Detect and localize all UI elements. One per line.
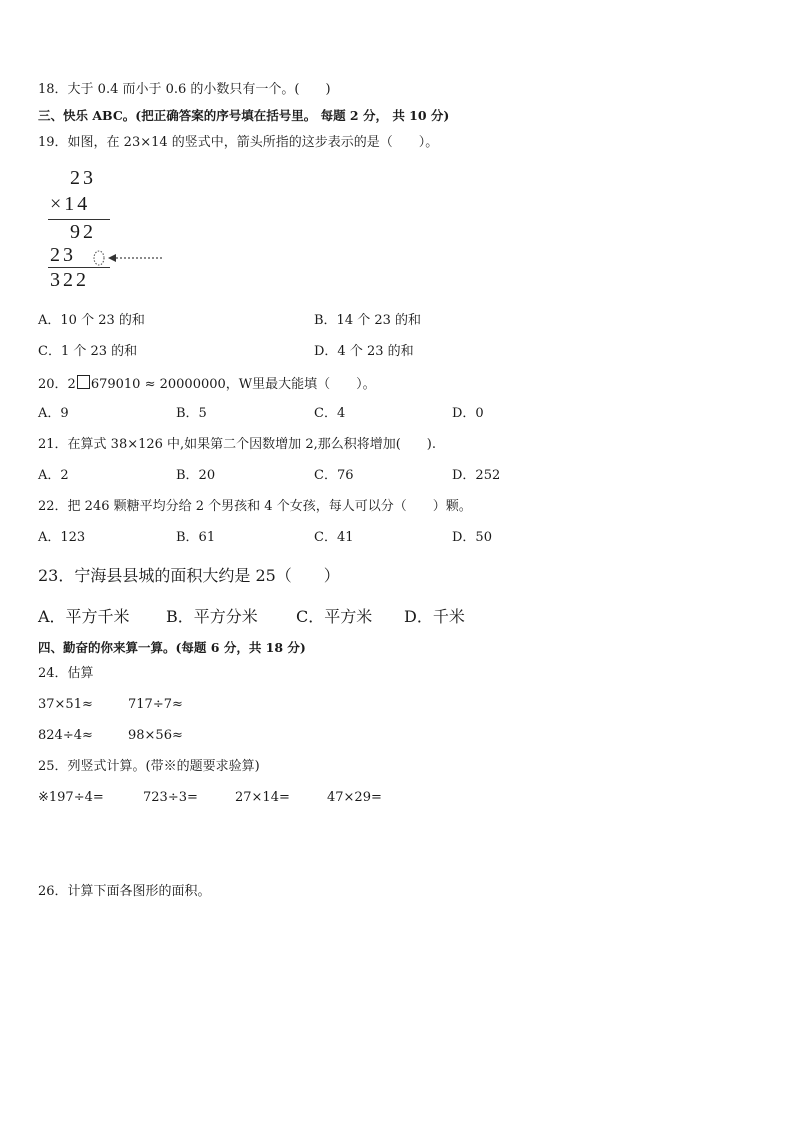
q21-option-d: D．252 <box>452 468 501 483</box>
vertical-rule-2 <box>48 267 110 268</box>
dotted-zero-icon <box>92 249 106 267</box>
question-25: 25．列竖式计算。(带※的题要求验算) <box>38 759 260 774</box>
q25-item-2: 723÷3= <box>143 790 198 805</box>
q19-option-c: C．1 个 23 的和 <box>38 344 138 359</box>
question-22: 22．把 246 颗糖平均分给 2 个男孩和 4 个女孩，每人可以分（ ）颗。 <box>38 499 472 514</box>
question-23: 23．宁海县县城的面积大约是 25（ ） <box>38 566 340 585</box>
q21-option-c: C．76 <box>314 468 354 483</box>
q24-item-2: 717÷7≈ <box>128 697 183 712</box>
q20-suffix: 679010 ≈ 20000000，W里最大能填（ ）。 <box>90 377 376 392</box>
vertical-row-multiplicand: 23 <box>70 167 96 189</box>
vertical-row-product: 322 <box>50 269 89 291</box>
q24-item-3: 824÷4≈ <box>38 728 93 743</box>
q22-option-c: C．41 <box>314 530 354 545</box>
q22-option-a: A．123 <box>38 530 86 545</box>
question-21: 21．在算式 38×126 中,如果第二个因数增加 2,那么积将增加( ). <box>38 437 436 452</box>
q23-option-a: A．平方千米 <box>38 607 130 626</box>
q19-option-a: A．10 个 23 的和 <box>38 313 145 328</box>
q21-option-a: A．2 <box>38 468 69 483</box>
q20-option-a: A．9 <box>38 406 69 421</box>
q24-item-1: 37×51≈ <box>38 697 93 712</box>
q25-item-4: 47×29= <box>327 790 382 805</box>
question-19: 19．如图，在 23×14 的竖式中，箭头所指的这步表示的是（ ）。 <box>38 135 439 150</box>
q20-option-c: C．4 <box>314 406 346 421</box>
vertical-row-partial-2: 23 <box>50 244 76 266</box>
q20-option-d: D．0 <box>452 406 484 421</box>
vertical-multiplication <box>48 165 168 295</box>
q22-option-d: D．50 <box>452 530 492 545</box>
question-18: 18．大于 0.4 而小于 0.6 的小数只有一个。( ) <box>38 82 331 97</box>
section-4-heading: 四、勤奋的你来算一算。(每题 6 分，共 18 分) <box>38 640 306 655</box>
blank-box-icon <box>77 375 90 389</box>
q20-option-b: B．5 <box>176 406 207 421</box>
section-3-heading: 三、快乐 ABC。(把正确答案的序号填在括号里。 每题 2 分， 共 10 分) <box>38 108 450 123</box>
vertical-rule-1 <box>48 219 110 220</box>
vertical-row-multiplier: ×14 <box>50 193 91 215</box>
q25-item-3: 27×14= <box>235 790 290 805</box>
q23-option-c: C．平方米 <box>296 607 373 626</box>
q21-option-b: B．20 <box>176 468 216 483</box>
vertical-row-partial-1: 92 <box>70 221 96 243</box>
q22-option-b: B．61 <box>176 530 216 545</box>
question-26: 26．计算下面各图形的面积。 <box>38 884 211 899</box>
q24-item-4: 98×56≈ <box>128 728 183 743</box>
q23-option-d: D．千米 <box>404 607 465 626</box>
q20-prefix: 20．2 <box>38 377 76 392</box>
arrow-pointer-icon <box>108 253 164 263</box>
question-20 <box>38 375 376 393</box>
q23-option-b: B．平方分米 <box>166 607 258 626</box>
q19-option-b: B．14 个 23 的和 <box>314 313 422 328</box>
question-24: 24．估算 <box>38 666 94 681</box>
q25-item-1: ※197÷4= <box>38 790 104 805</box>
q19-option-d: D．4 个 23 的和 <box>314 344 414 359</box>
